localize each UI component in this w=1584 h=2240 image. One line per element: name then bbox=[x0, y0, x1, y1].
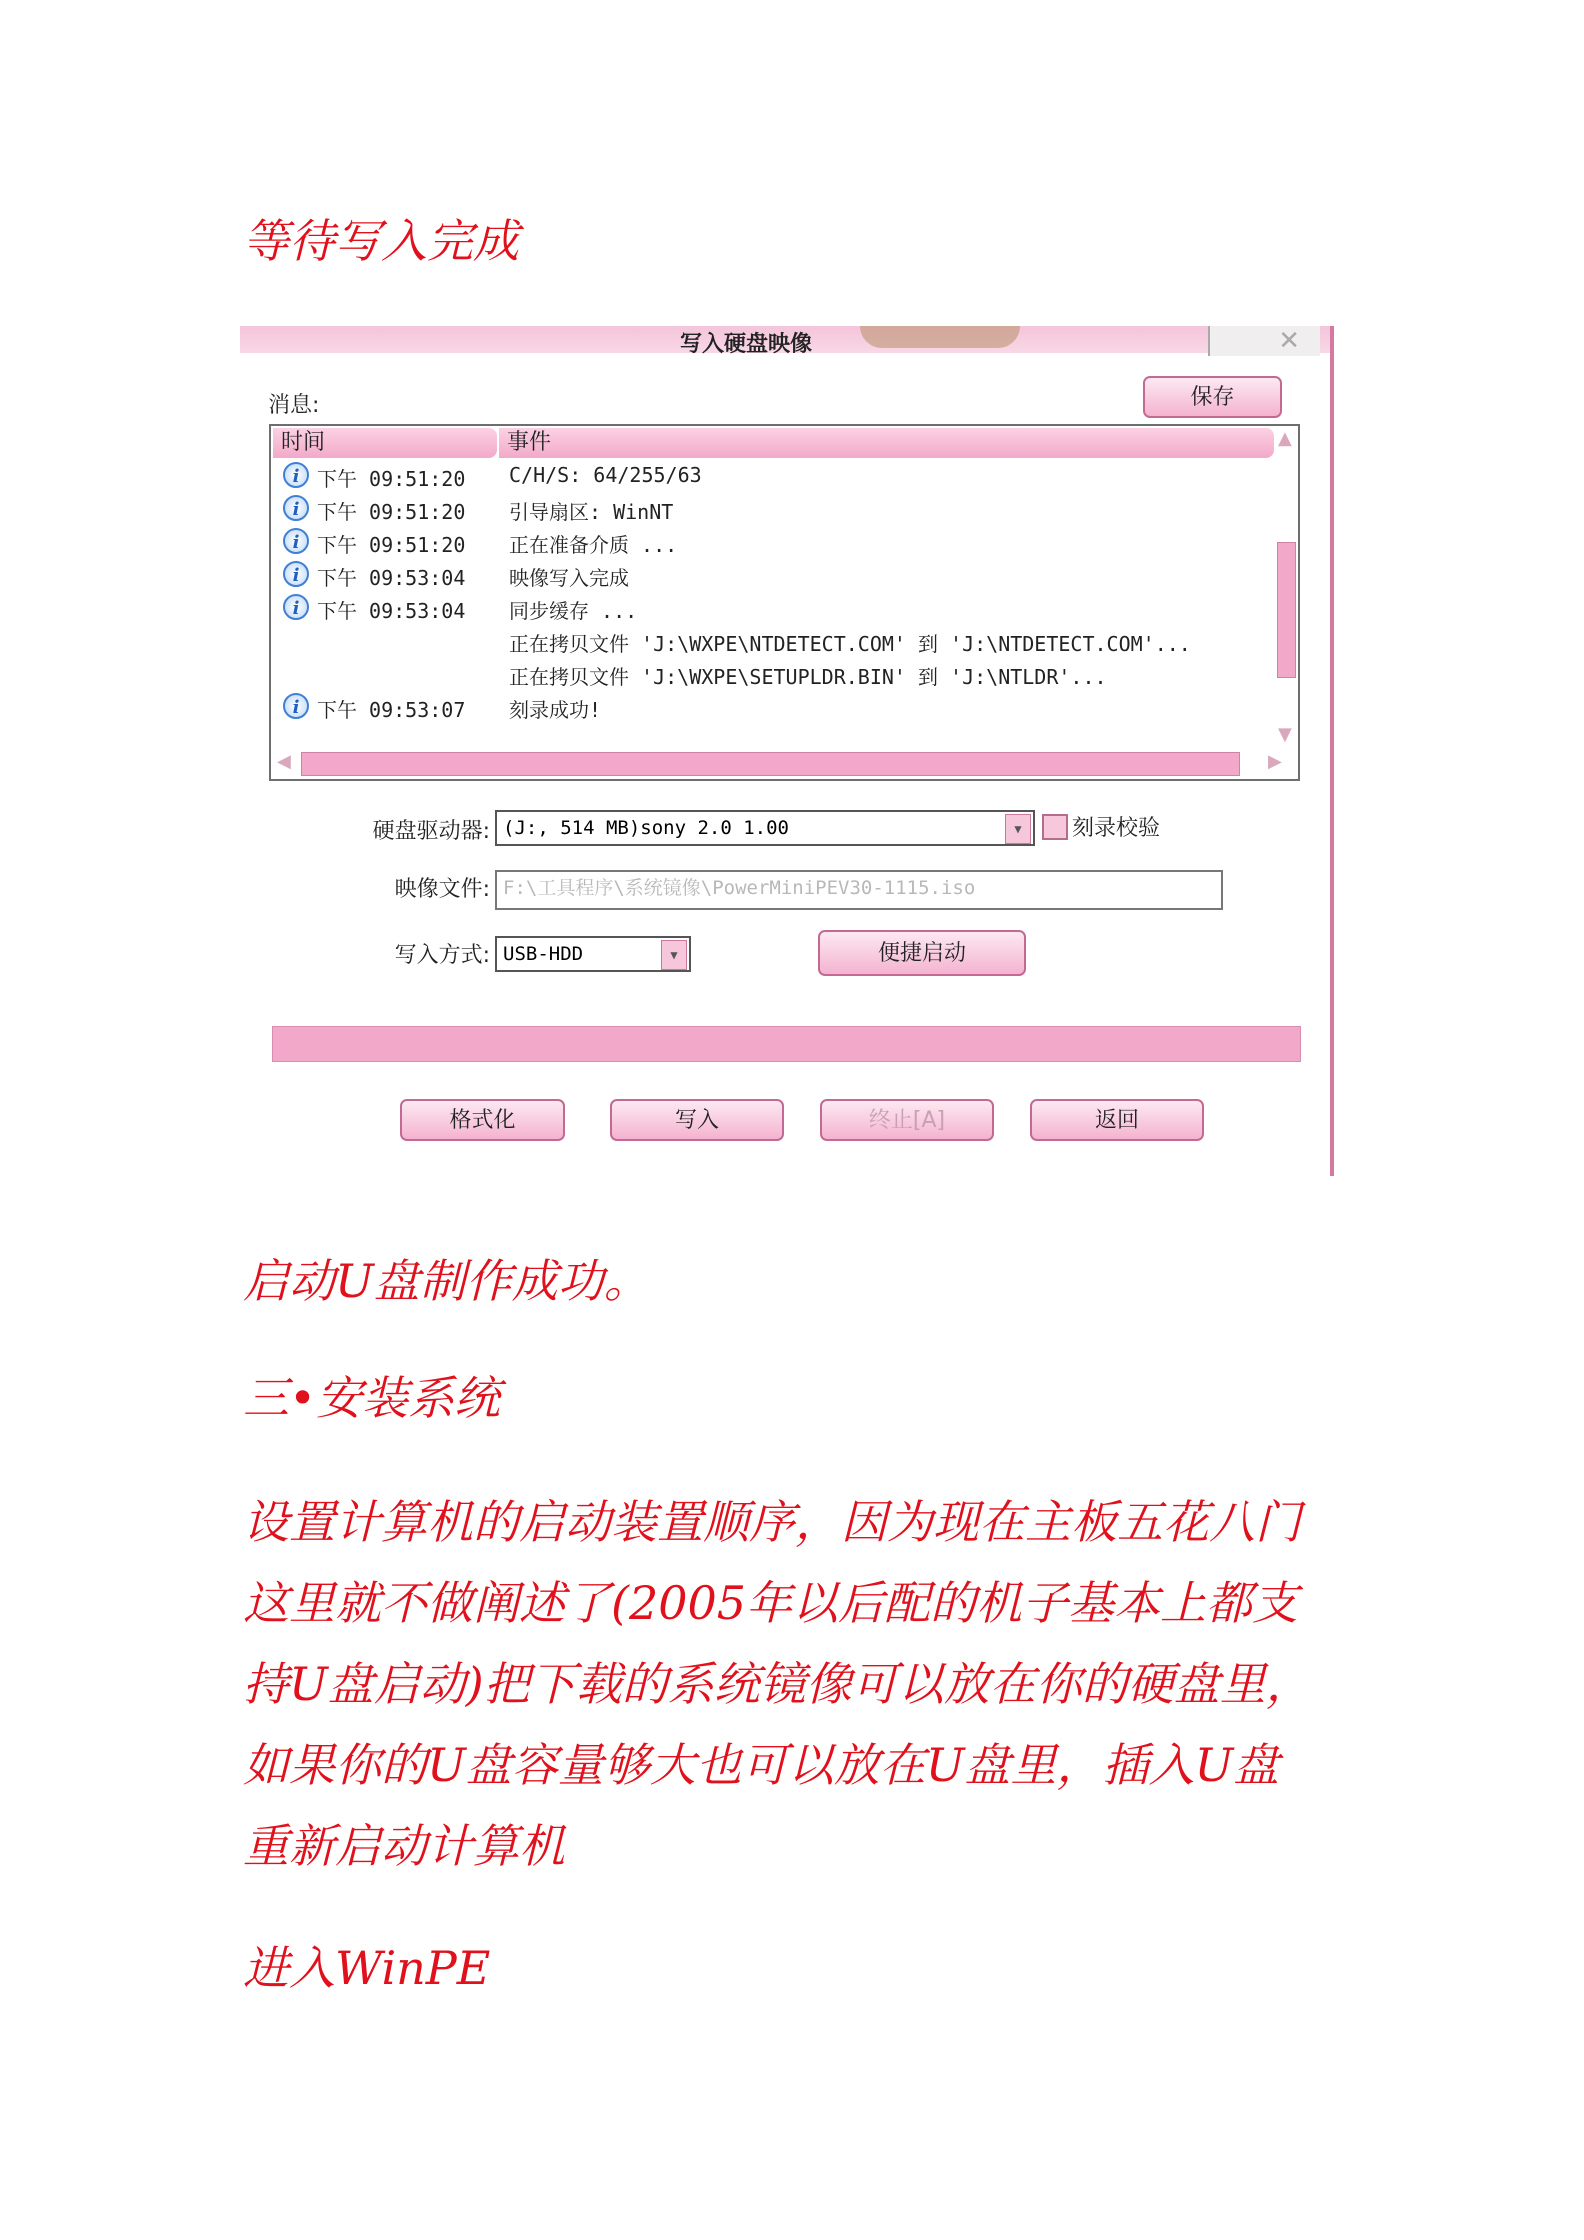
heading-install-system: 三•安装系统 bbox=[243, 1371, 501, 1425]
chevron-down-icon[interactable]: ▼ bbox=[1005, 814, 1031, 844]
info-icon: i bbox=[283, 561, 309, 587]
write-mode-select[interactable] bbox=[495, 936, 691, 972]
stop-button[interactable]: 终止[A] bbox=[820, 1099, 994, 1141]
paragraph-line: 持U盘启动)把下载的系统镜像可以放在你的硬盘里， bbox=[243, 1657, 1312, 1711]
progress-bar bbox=[272, 1026, 1301, 1062]
log-event: 同步缓存 ... bbox=[509, 599, 638, 623]
log-event: 正在拷贝文件 'J:\WXPE\NTDETECT.COM' 到 'J:\NTDETECT.COM'... bbox=[509, 632, 1191, 656]
log-time: 下午 09:51:20 bbox=[317, 500, 466, 524]
log-event: C/H/S: 64/255/63 bbox=[509, 463, 702, 487]
message-label: 消息: bbox=[268, 393, 320, 418]
write-button[interactable]: 写入 bbox=[610, 1099, 784, 1141]
column-header-time[interactable]: 时间 bbox=[273, 428, 497, 458]
info-icon: i bbox=[283, 495, 309, 521]
scroll-up-icon[interactable]: ▲ bbox=[1278, 428, 1292, 449]
info-icon: i bbox=[283, 462, 309, 488]
heading-wait-write: 等待写入完成 bbox=[243, 214, 519, 268]
write-mode-value: USB-HDD bbox=[503, 943, 584, 965]
log-event: 引导扇区: WinNT bbox=[509, 500, 674, 524]
write-disk-image-dialog bbox=[240, 326, 1335, 1176]
info-icon: i bbox=[283, 594, 309, 620]
drive-select[interactable] bbox=[495, 810, 1035, 846]
log-event: 正在拷贝文件 'J:\WXPE\SETUPLDR.BIN' 到 'J:\NTLDR'... bbox=[509, 665, 1107, 689]
info-icon: i bbox=[283, 528, 309, 554]
instructions-paragraph bbox=[243, 1482, 1373, 1887]
info-icon: i bbox=[283, 693, 309, 719]
message-log[interactable] bbox=[269, 424, 1300, 781]
heading-usb-success: 启动U盘制作成功。 bbox=[243, 1254, 650, 1308]
image-file-input[interactable]: F:\工具程序\系统镜像\PowerMiniPEV30-1115.iso bbox=[495, 870, 1223, 910]
title-emblem-icon bbox=[860, 326, 1020, 348]
back-button[interactable]: 返回 bbox=[1030, 1099, 1204, 1141]
chevron-down-icon[interactable]: ▼ bbox=[661, 940, 687, 970]
dialog-titlebar bbox=[240, 326, 1330, 357]
format-button[interactable]: 格式化 bbox=[400, 1099, 565, 1141]
vertical-scroll-thumb[interactable] bbox=[1277, 542, 1296, 678]
paragraph-line: 重新启动计算机 bbox=[243, 1819, 565, 1873]
log-time: 下午 09:53:04 bbox=[317, 566, 466, 590]
drive-select-value: (J:, 514 MB)sony 2.0 1.00 bbox=[503, 817, 789, 839]
drive-label: 硬盘驱动器: bbox=[372, 819, 490, 844]
paragraph-line: 这里就不做阐述了(2005年以后配的机子基本上都支 bbox=[243, 1576, 1299, 1630]
write-mode-label: 写入方式: bbox=[394, 943, 490, 968]
window-border bbox=[1330, 326, 1334, 1176]
column-header-event[interactable]: 事件 bbox=[499, 428, 1274, 458]
image-file-label: 映像文件: bbox=[394, 877, 490, 902]
verify-checkbox[interactable] bbox=[1042, 814, 1068, 840]
vertical-scrollbar[interactable] bbox=[1274, 428, 1296, 748]
log-event: 映像写入完成 bbox=[509, 566, 629, 590]
log-event: 刻录成功! bbox=[509, 698, 602, 722]
log-time: 下午 09:53:07 bbox=[317, 698, 466, 722]
scroll-left-icon[interactable]: ◀ bbox=[277, 751, 291, 772]
quick-boot-button[interactable]: 便捷启动 bbox=[818, 930, 1026, 976]
save-button[interactable]: 保存 bbox=[1143, 376, 1282, 418]
paragraph-line: 设置计算机的启动装置顺序，因为现在主板五花八门 bbox=[243, 1495, 1301, 1549]
log-time: 下午 09:51:20 bbox=[317, 467, 466, 491]
paragraph-line: 如果你的U盘容量够大也可以放在U盘里，插入U盘 bbox=[243, 1738, 1280, 1792]
log-event: 正在准备介质 ... bbox=[509, 533, 678, 557]
heading-enter-winpe: 进入WinPE bbox=[243, 1941, 491, 1995]
close-icon[interactable]: ✕ bbox=[1208, 326, 1320, 356]
horizontal-scrollbar[interactable] bbox=[273, 748, 1296, 778]
scroll-down-icon[interactable]: ▼ bbox=[1278, 724, 1292, 745]
log-time: 下午 09:53:04 bbox=[317, 599, 466, 623]
horizontal-scroll-thumb[interactable] bbox=[301, 752, 1240, 776]
dialog-title: 写入硬盘映像 bbox=[680, 332, 813, 357]
log-time: 下午 09:51:20 bbox=[317, 533, 466, 557]
verify-label: 刻录校验 bbox=[1072, 816, 1161, 841]
scroll-right-icon[interactable]: ▶ bbox=[1268, 751, 1282, 772]
